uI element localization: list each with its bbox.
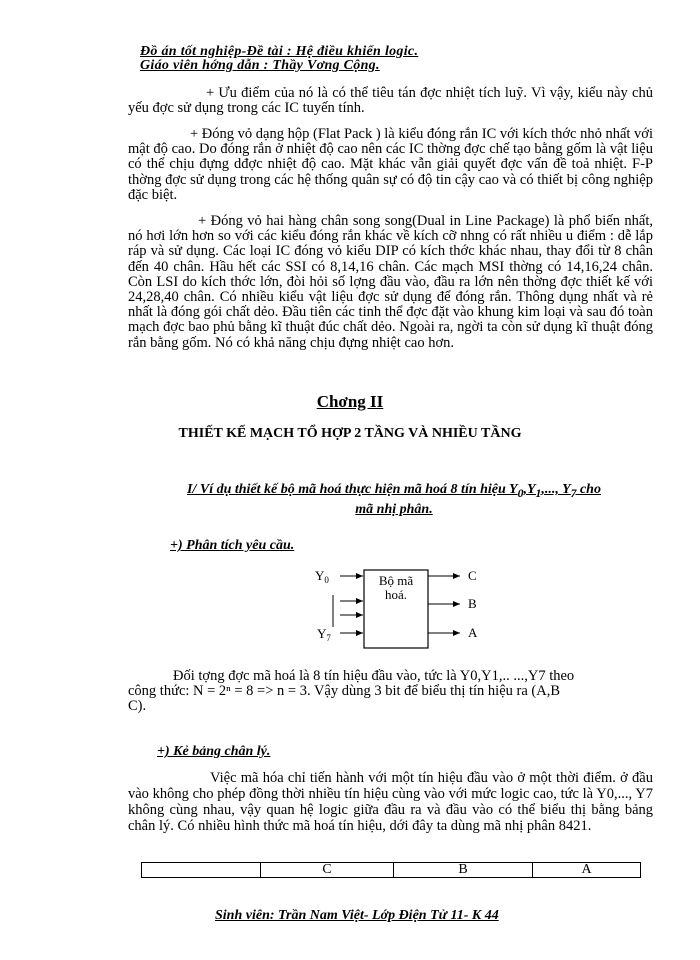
output-label-b: B xyxy=(468,596,477,611)
analysis-text-line2: công thức: N = 2ⁿ = 8 => n = 3. Vậy dùng 3 bit để biểu thị tín hiệu ra (A,B xyxy=(128,683,561,700)
analysis-text-line3: C). xyxy=(128,698,147,715)
input-bottom-label: $Y_7$ xyxy=(317,626,331,643)
section-heading-post: cho xyxy=(576,482,601,497)
table-header-row xyxy=(142,863,641,878)
paragraph-1: + Ưu điểm của nó là có thể tiêu tán đợc nhiệt tích luỹ. Vì vậy, kiểu này chủ yếu đợc sử dụng trong các IC tuyến tính. xyxy=(128,85,653,117)
section-heading-sub1: 1 xyxy=(535,486,542,500)
section-heading-comma: ,Y xyxy=(523,482,536,497)
truth-table xyxy=(141,862,641,878)
paragraph-3: + Đóng vỏ hai hàng chân song song(Dual in Line Package) là phổ biến nhất, nó hơi lớn hơn so với các kiểu đóng rắn khác về kích cỡ nhng có rất nhiều u điểm : dễ lắp ráp và sử dụng. Các loại IC đóng vỏ kiểu DIP có kích thớc khác nhau, thay đổi từ 8 chân đến 40 chân. Hầu hết các SSI có 8,14,16 chân. Các mạch MSI thờng có 14,16,24 chân. Còn LSI do kích thớc lớn, đòi hỏi số lợng đầu vào, đầu ra lớn nên thờng đợc thiết kế với 24,28,40 chân. Có nhiều kiểu vật liệu đợc sử dụng để đóng rắn. Thông dụng nhất và rẻ nhất là đóng gói chất dẻo. Đầu tiên các tinh thể đợc đặt vào khung kim loại và sau đó toàn mạch đợc bao phủ bằng kĩ thuật đúc chất dẻo. Ngoài ra, ngời ta còn sử dụng kĩ thuật đóng rắn bằng gốm. Nó có khả năng chịu đựng nhiệt cao hơn. xyxy=(128,213,653,351)
section-heading xyxy=(134,482,654,518)
paragraph-2: + Đóng vỏ dạng hộp (Flat Pack ) là kiểu đóng rắn IC với kích thớc nhỏ nhất với mật độ cao. Do đóng rắn ở nhiệt độ cao nên các IC thờng đợc chế tạo bằng gốm là vật liệu có thể chịu đựng dđợc nhiệt độ cao. Mặt khác vẫn giải quyết đợc vấn đề toả nhiệt. F-P thờng đợc sử dụng trong các hệ thống quân sự có độ tin cậy cao và có thiết bị công nghiệp đặc biệt. xyxy=(128,126,653,203)
truth-table-heading: +) Kẻ bảng chân lý. xyxy=(157,744,271,759)
section-heading-mid: ,..., Y xyxy=(541,482,571,497)
section-heading-sub7: 7 xyxy=(570,486,577,500)
header-line-1: Đồ án tốt nghiệp-Đề tài : Hệ điều khiển logic. xyxy=(140,44,419,59)
footer: Sinh viên: Trần Nam Việt- Lớp Điện Tử 11- K 44 xyxy=(215,908,499,923)
section-heading-pre: I/ Ví dụ thiết kế bộ mã hoá thực hiện mã hoá 8 tín hiệu Y xyxy=(187,482,518,497)
table-header-cell: A xyxy=(533,863,641,878)
table-header-cell: B xyxy=(394,863,533,878)
encoder-diagram xyxy=(300,560,500,660)
table-header-cell: C xyxy=(261,863,394,878)
header-line-2: Giáo viên hớng dẫn : Thầy Vơng Cộng. xyxy=(140,58,380,73)
truth-table-text: Việc mã hóa chỉ tiến hành với một tín hiệu đầu vào ở một thời điểm. ở đầu vào không cho phép đồng thời nhiều tín hiệu cùng vào với mức logic cao, tức là Y0,..., Y7 không cùng nhau, vậy quan hệ logic giữa đầu ra và đầu vào có thể biểu thị bằng bảng chân lý. Có nhiều hình thức mã hoá tín hiệu, dới đây ta dùng mã nhị phân 8421. xyxy=(128,770,653,834)
output-label-a: A xyxy=(468,625,478,640)
chapter-title: THIẾT KẾ MẠCH TỔ HỢP 2 TẦNG VÀ NHIỀU TẦNG xyxy=(178,426,522,441)
section-heading-sub0: 0 xyxy=(517,486,524,500)
analysis-text xyxy=(128,669,653,715)
output-label-c: C xyxy=(468,568,477,583)
block-label-1: Bộ mã xyxy=(378,573,414,588)
chapter-label: Chơng II xyxy=(316,392,384,411)
analysis-heading: +) Phân tích yêu cầu. xyxy=(170,538,295,553)
input-top-label: $Y_0$ xyxy=(315,568,329,585)
section-heading-line2: mã nhị phân. xyxy=(355,501,433,517)
block-label-2: hoá. xyxy=(384,587,408,602)
table-header-cell xyxy=(142,863,261,878)
analysis-text-line1: Đối tợng đợc mã hoá là 8 tín hiệu đầu vào, tức là Y0,Y1,.. ...,Y7 theo xyxy=(173,668,575,684)
